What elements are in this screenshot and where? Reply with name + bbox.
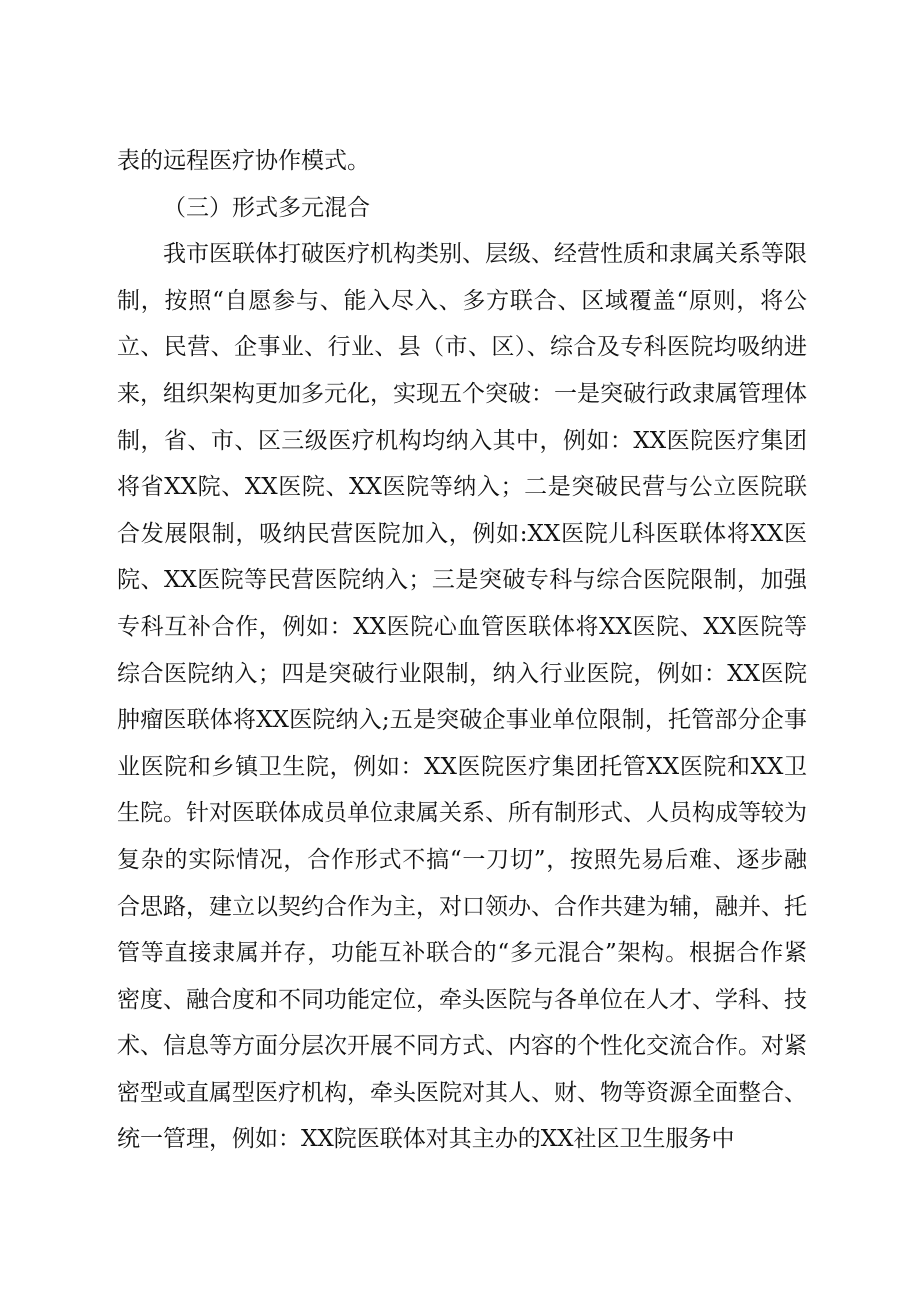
document-body	[117, 138, 807, 1163]
section-heading: （三）形式多元混合	[163, 194, 370, 221]
paragraph-continuation: 表的远程医疗协作模式。	[117, 148, 370, 174]
body-paragraph: 我市医联体打破医疗机构类别、层级、经营性质和隶属关系等限制，按照“自愿参与、能入尽入、多方联合、区域覆盖“原则，将公立、民营、企事业、行业、县（市、区）、综合及专科医院均吸纳进来，组织架构更加多元化，实现五个突破：一是突破行政隶属管理体制，省、市、区三级医疗机构均纳入其中，例如：XX医院医疗集团将省XX院、XX医院、XX医院等纳入；二是突破民营与公立医院联合发展限制，吸纳民营医院加入，例如:XX医院儿科医联体将XX医院、XX医院等民营医院纳入；三是突破专科与综合医院限制，加强专科互补合作，例如：XX医院心血管医联体将XX医院、XX医院等综合医院纳入；四是突破行业限制，纳入行业医院，例如：XX医院肿瘤医联体将XX医院纳入;五是突破企事业单位限制，托管部分企事业医院和乡镇卫生院，例如：XX医院医疗集团托管XX医院和XX卫生院。针对医联体成员单位隶属关系、所有制形式、人员构成等较为复杂的实际情况，合作形式不搞“一刀切”，按照先易后难、逐步融合思路，建立以契约合作为主，对口领办、合作共建为辅，融并、托管等直接隶属并存，功能互补联合的“多元混合”架构。根据合作紧密度、融合度和不同功能定位，牵头医院与各单位在人才、学科、技术、信息等方面分层次开展不同方式、内容的个性化交流合作。对紧密型或直属型医疗机构，牵头医院对其人、财、物等资源全面整合、统一管理，例如：XX院医联体对其主办的XX社区卫生服务中	[117, 241, 807, 1153]
